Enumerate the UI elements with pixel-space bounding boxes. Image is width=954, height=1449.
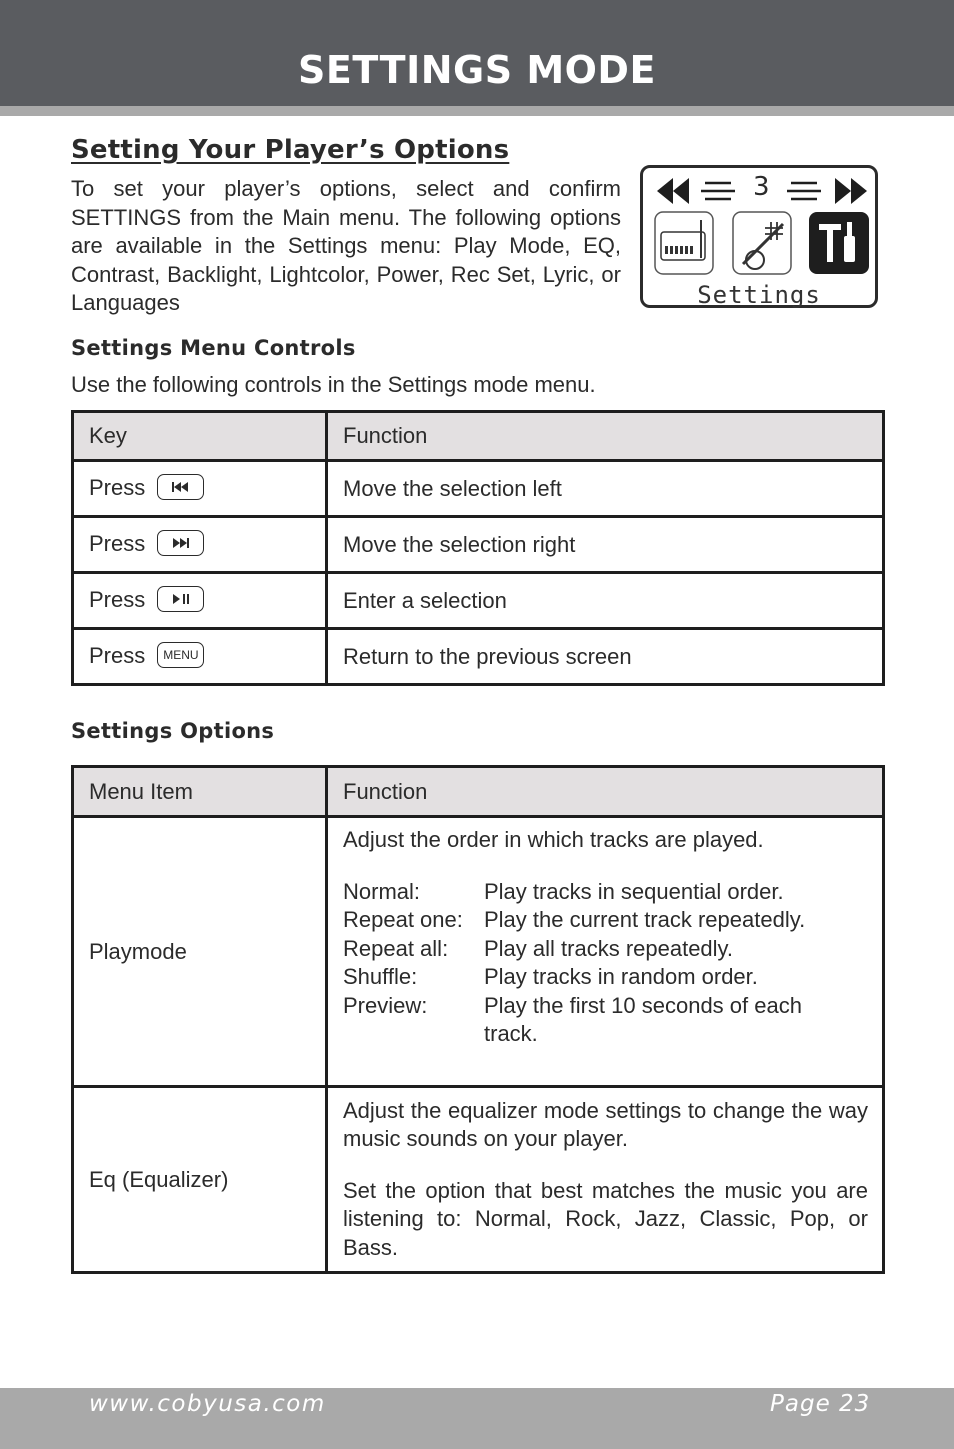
controls-table — [71, 410, 885, 686]
header-stripe — [0, 106, 954, 116]
page-title: SETTINGS MODE — [298, 48, 656, 92]
previous-track-icon — [171, 481, 191, 493]
footer-url: www.cobyusa.com — [89, 1391, 326, 1417]
playmode-option: Shuffle: Play tracks in random order. — [343, 964, 758, 989]
table-header-row — [73, 767, 884, 817]
device-screen-number: 3 — [753, 172, 770, 202]
next-track-button — [157, 530, 204, 556]
playmode-intro: Adjust the order in which tracks are played. — [343, 827, 764, 852]
table-row — [73, 517, 884, 573]
column-header-menu-item: Menu Item — [73, 767, 327, 817]
options-table — [71, 765, 885, 1274]
table-row — [73, 1087, 884, 1273]
function-cell: Enter a selection — [327, 573, 884, 629]
page-number: Page 23 — [770, 1391, 871, 1417]
table-row — [73, 817, 884, 1087]
table-header-row — [73, 412, 884, 461]
key-label: Press — [89, 474, 146, 500]
playmode-option: Repeat one: Play the current track repeatedly. — [343, 907, 806, 932]
eq-description: Adjust the equalizer mode settings to change the way music sounds on your player. — [343, 1097, 868, 1152]
column-header-key: Key — [73, 412, 327, 461]
device-screen-illustration — [640, 165, 878, 308]
controls-intro: Use the following controls in the Settings mode menu. — [71, 372, 596, 397]
column-header-function: Function — [327, 412, 884, 461]
device-screen-caption: Settings — [697, 281, 821, 309]
table-row — [73, 461, 884, 517]
table-row — [73, 573, 884, 629]
play-pause-icon — [171, 593, 191, 605]
menu-item-cell: Playmode — [73, 817, 327, 1087]
tools-music-icon — [733, 212, 791, 274]
table-row — [73, 629, 884, 685]
column-header-function: Function — [327, 767, 884, 817]
section-title: Setting Your Player’s Options — [71, 135, 510, 165]
radio-icon — [655, 212, 713, 274]
options-heading: Settings Options — [71, 719, 275, 743]
intro-paragraph: To set your player’s options, select and confirm SETTINGS from the Main menu. The following options are available in the Settings menu: Play Mode, EQ, Contrast, Backlight, Lightcolor, Power, Rec Set, Lyric, or Languages — [71, 176, 621, 315]
key-label: Press — [89, 642, 146, 668]
function-cell: Move the selection left — [327, 461, 884, 517]
key-label: Press — [89, 530, 146, 556]
rewind-icon — [657, 178, 689, 204]
menu-button: MENU — [157, 642, 204, 668]
controls-heading: Settings Menu Controls — [71, 336, 356, 360]
function-cell: Return to the previous screen — [327, 629, 884, 685]
function-cell: Move the selection right — [327, 517, 884, 573]
eq-options: Set the option that best matches the music you are listening to: Normal, Rock, Jazz, Classic, Pop, or Bass. — [343, 1177, 868, 1260]
playmode-option: Preview: Play the first 10 seconds of each track. — [343, 992, 802, 1046]
function-cell — [327, 1087, 884, 1273]
key-label: Press — [89, 586, 146, 612]
play-pause-button — [157, 586, 204, 612]
playmode-option: Repeat all: Play all tracks repeatedly. — [343, 935, 734, 961]
menu-item-cell: Eq (Equalizer) — [73, 1087, 327, 1273]
next-track-icon — [171, 537, 191, 549]
fast-forward-icon — [835, 178, 867, 204]
settings-tools-icon — [809, 212, 869, 274]
playmode-option: Normal: Play tracks in sequential order. — [343, 878, 784, 904]
function-cell — [327, 817, 884, 1087]
previous-track-button — [157, 474, 204, 500]
